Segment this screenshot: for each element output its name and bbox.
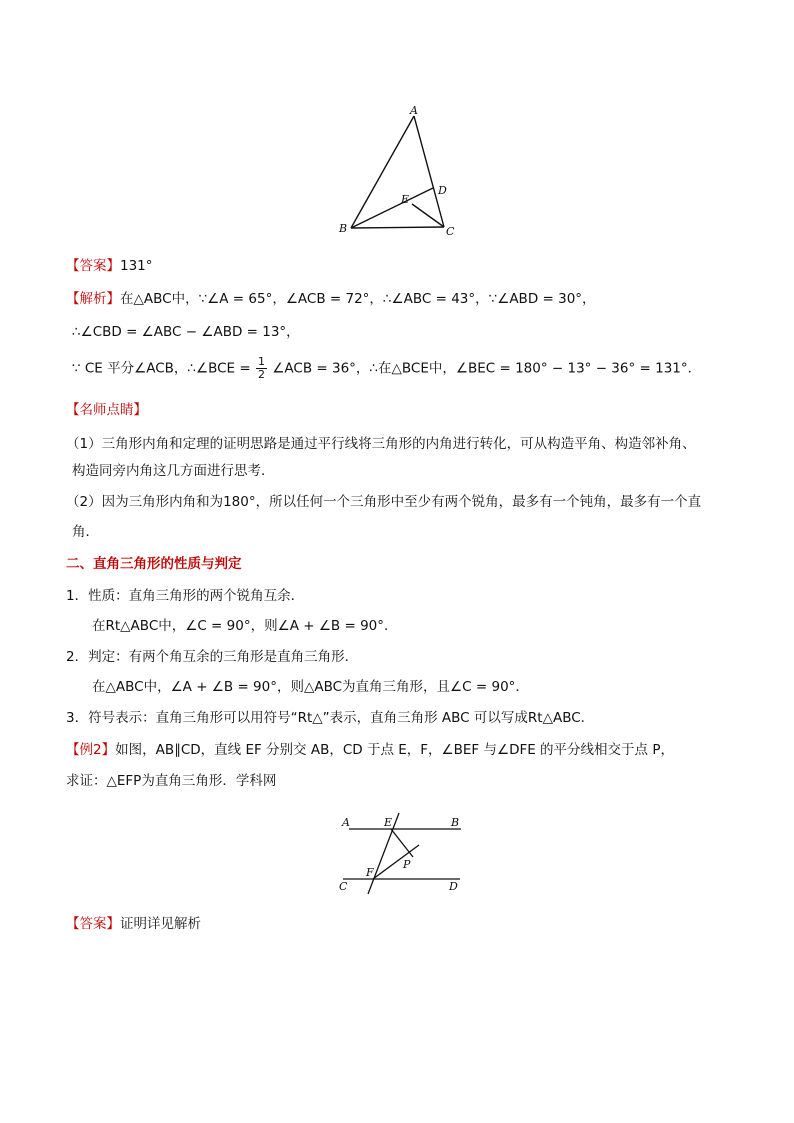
answer-tag: 【答案】 [66,916,120,932]
triangle-figure [330,100,470,245]
label-b: B [451,816,460,829]
side-bc [351,227,444,228]
teacher-tip-p1-line2: 构造同旁内角这几方面进行思考． [72,463,275,479]
section-heading: 二、直角三角形的性质与判定 [66,556,242,572]
label-c: C [339,880,348,893]
answer-text: 证明详见解析 [120,916,201,932]
criterion-detail: 在△ABC中，∠A + ∠B = 90°，则△ABC为直角三角形，且∠C = 90°． [92,679,529,695]
example-text-1: 如图，AB∥CD，直线 EF 分别交 AB，CD 于点 E，F，∠BEF 与∠DFE 的平分线相交于点 P， [115,742,674,758]
analysis-line-1 [66,289,596,309]
label-e: E [384,816,393,829]
example-2-line-1 [66,740,674,760]
label-d: D [449,880,458,893]
teacher-tip-p2-line1: （2）因为三角形内角和为180°，所以任何一个三角形中至少有两个锐角，最多有一个钝角，最多有一个直 [66,494,702,510]
fraction-denominator: 2 [258,368,265,381]
example-tag: 【例2】 [66,742,116,758]
analysis-text-1: 在△ABC中，∵∠A = 65°，∠ACB = 72°，∴∠ABC = 43°，∵∠ABD = 30°， [120,291,596,307]
teacher-tip-tag: 【名师点睛】 [66,402,147,418]
label-e: E [401,193,410,206]
label-c: C [446,225,455,238]
parallel-lines-figure [335,808,465,898]
label-d: D [438,184,447,197]
example-2-line-2: 求证：△EFP为直角三角形．学科网 [66,773,277,789]
answer-tag: 【答案】 [66,258,120,274]
label-f: F [366,866,374,879]
label-p: P [403,858,411,871]
fraction-half [256,356,267,381]
label-a: A [410,104,418,117]
bisector-ep [391,829,413,857]
teacher-tip-p1-line1: （1）三角形内角和定理的证明思路是通过平行线将三角形的内角进行转化，可从构造平角、构造邻补角、 [66,436,696,452]
analysis-text-3a: ∵ CE 平分∠ACB，∴∠BCE = [72,360,251,377]
label-a: A [342,816,350,829]
answer-2 [66,914,201,934]
analysis-tag: 【解析】 [66,291,120,307]
side-ac [414,116,444,227]
segment-bd [351,188,433,228]
criterion-item: 2．判定：有两个角互余的三角形是直角三角形． [66,649,359,665]
property-item: 1．性质：直角三角形的两个锐角互余． [66,588,305,604]
analysis-line-2: ∴∠CBD = ∠ABC − ∠ABD = 13°， [72,324,300,340]
property-detail: 在Rt△ABC中，∠C = 90°，则∠A + ∠B = 90°． [92,618,398,634]
notation-item: 3．符号表示：直角三角形可以用符号“Rt△”表示，直角三角形 ABC 可以写成Rt△ABC． [66,710,595,726]
analysis-line-3 [72,356,701,381]
answer-text: 131° [120,258,153,274]
teacher-tip-p2-line2: 角． [72,524,99,540]
label-b: B [339,222,348,235]
fraction-numerator: 1 [258,355,265,368]
side-ab [351,116,414,228]
analysis-text-3b: ∠ACB = 36°，∴在△BCE中，∠BEC = 180° − 13° − 36° = 131°． [272,360,702,377]
answer-1 [66,256,153,276]
